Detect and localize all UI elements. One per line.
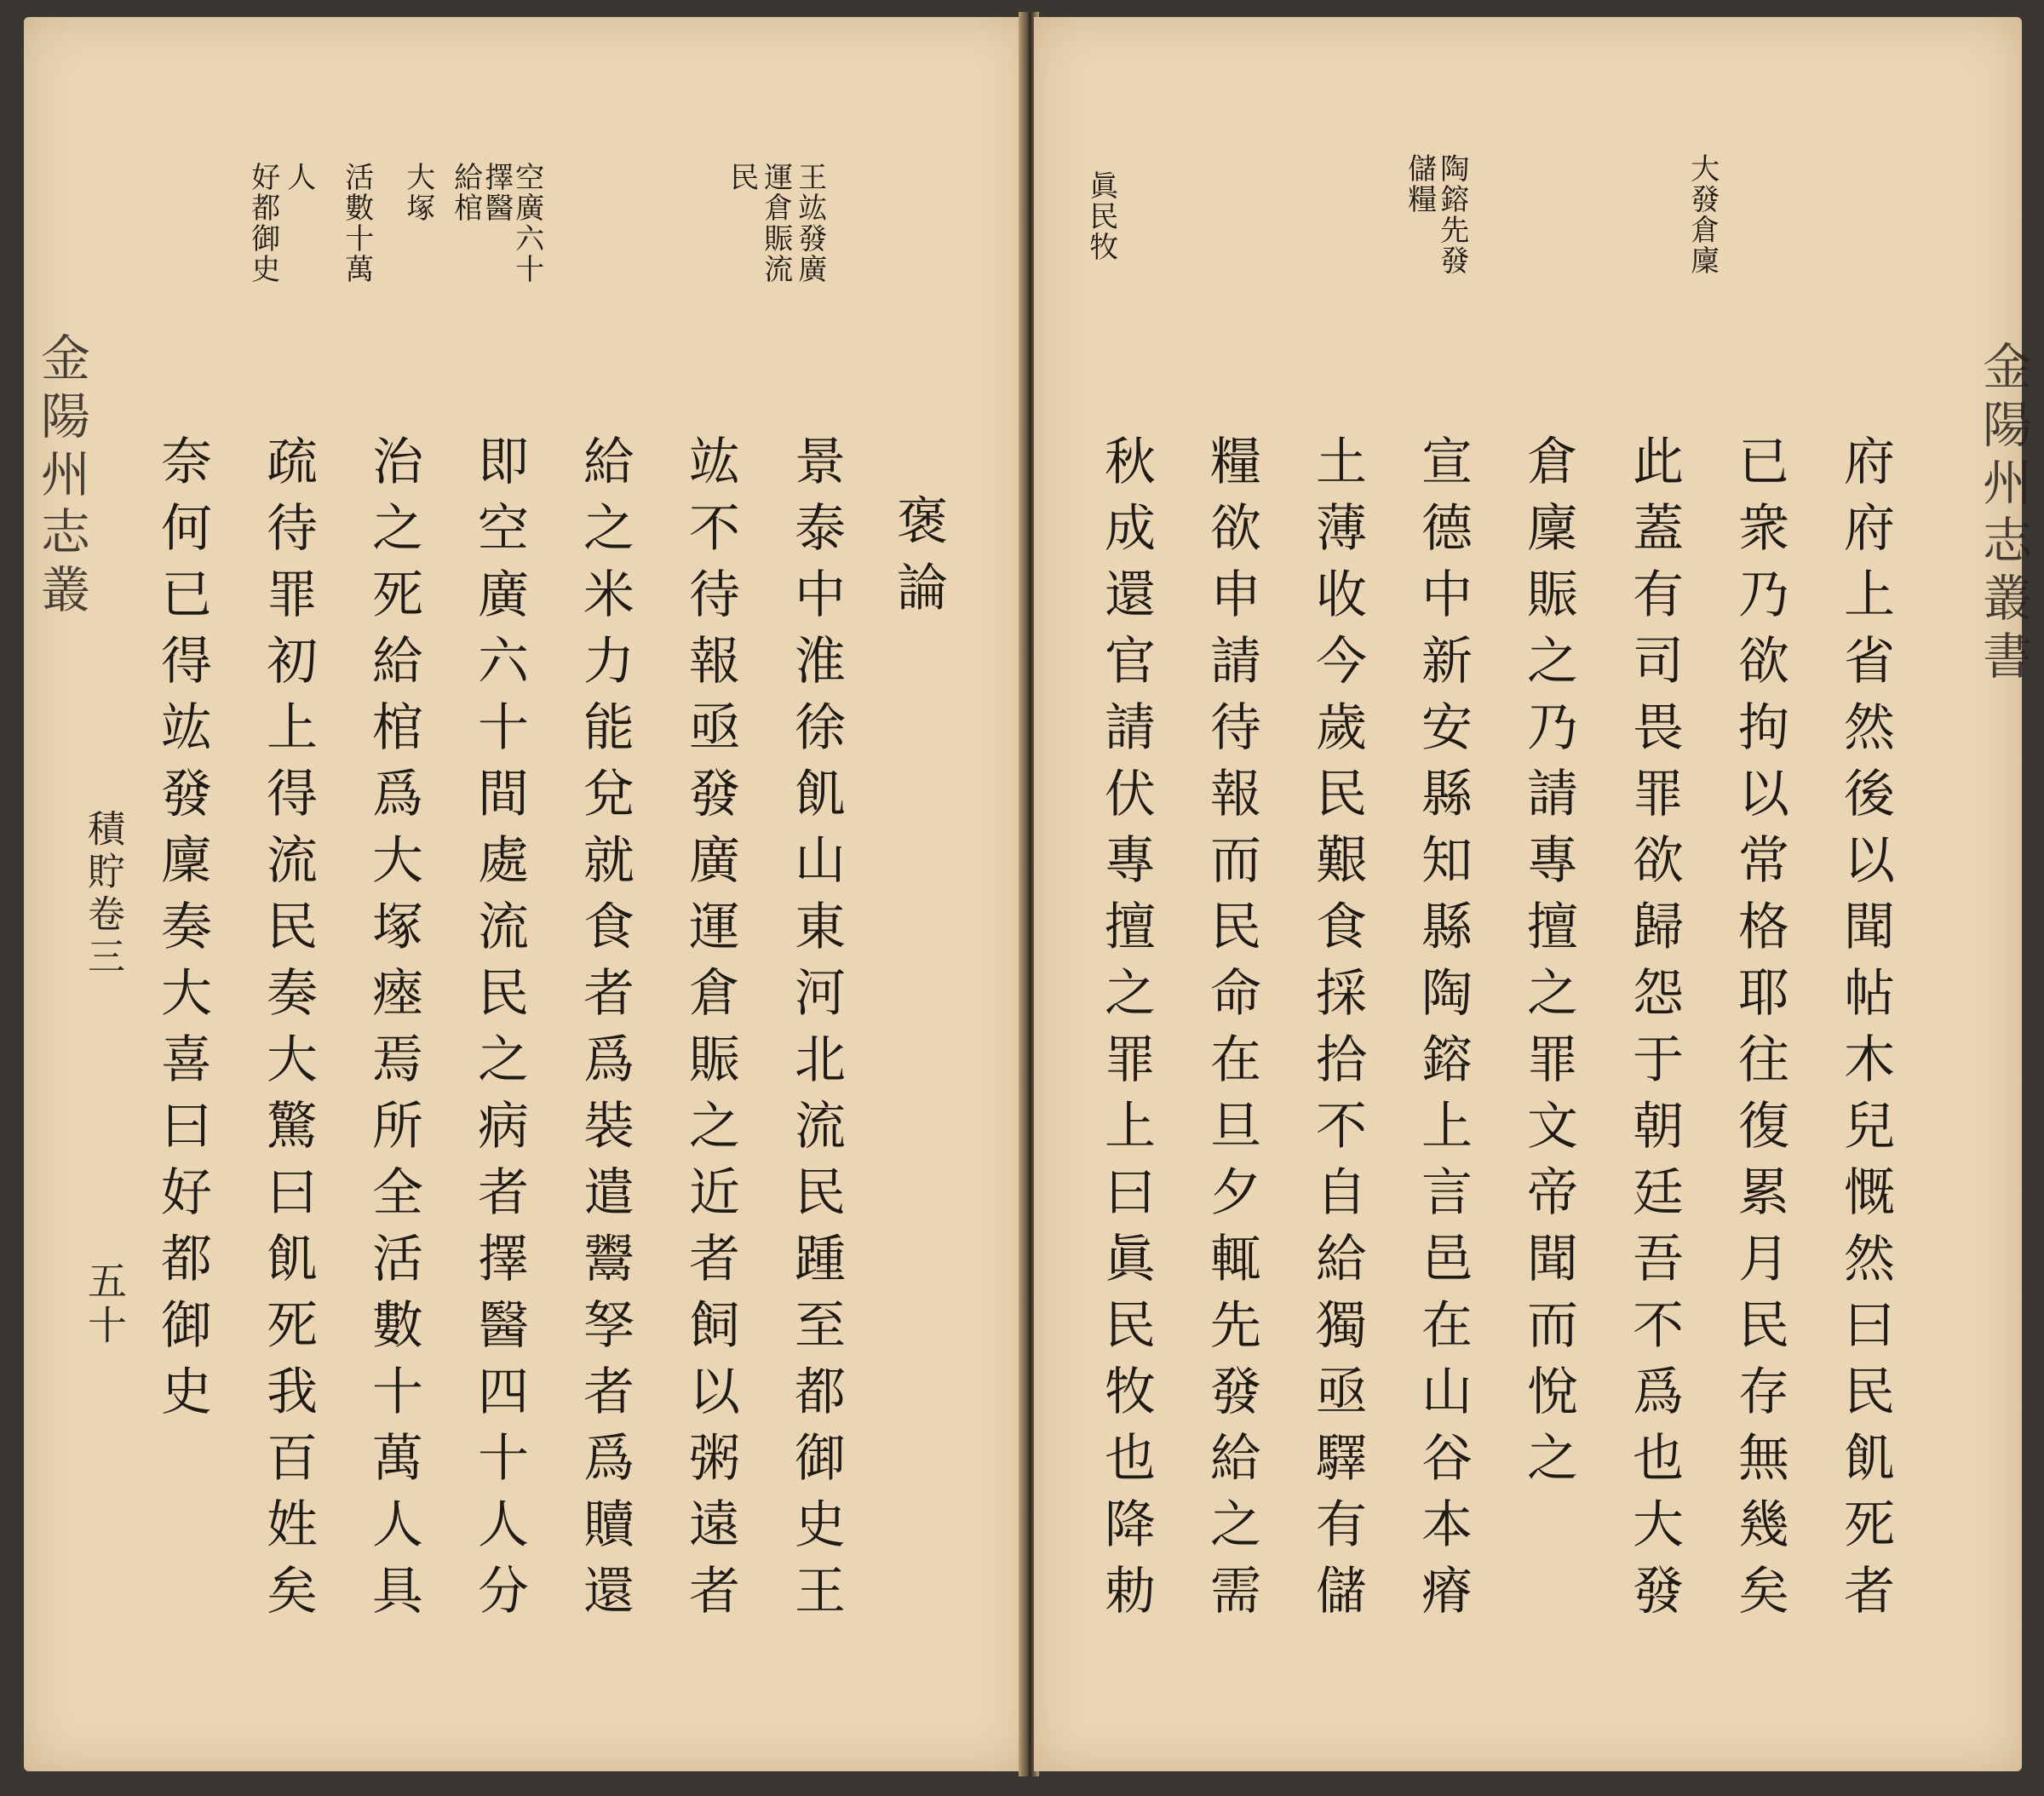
note-line: 活數十萬 [339,162,374,284]
note-line: 陶鎔先發 [1434,153,1469,276]
left-margin-title: 金陽州志叢 [32,332,90,622]
note-line: 好都御史 [245,162,280,284]
note-line: 擇醫 [479,162,514,223]
text-column: 竑不待報亟發廣運倉賑之近者飼以粥遠者 [680,434,740,1630]
text-column: 此蓋有司畏罪欲歸怨于朝廷吾不爲也大發 [1624,434,1684,1630]
note-line: 儲糧 [1402,153,1437,215]
text-column: 即空廣六十間處流民之病者擇醫四十人分 [469,434,529,1630]
note-line: 大塚 [400,162,435,223]
text-column: 奈何已得竑發廩奏大喜曰好都御史 [152,434,212,1431]
note-line: 人 [281,162,316,192]
note-line: 王竑發廣 [792,162,827,284]
text-column: 糧欲申請待報而民命在旦夕輒先發給之需 [1202,434,1261,1630]
note-line: 空廣六十 [509,162,544,284]
text-column: 疏待罪初上得流民奏大驚曰飢死我百姓矣 [258,434,318,1630]
text-column: 景泰中淮徐飢山東河北流民踵至都御史王 [786,434,846,1630]
left-page [24,17,1029,1771]
right-margin-title: 金陽州志叢書 [1974,341,2032,688]
text-column: 倉廩賑之乃請專擅之罪文帝聞而悅之 [1519,434,1578,1497]
note-line: 大發倉廩 [1685,153,1720,276]
text-column: 治之死給棺爲大塚瘞焉所全活數十萬人具 [364,434,423,1630]
left-page-number: 五十 [82,1260,128,1349]
text-column: 府府上省然後以聞帖木兒慨然曰民飢死者 [1835,434,1895,1630]
left-margin-section: 積貯卷三 [81,809,124,979]
text-column: 褒論 [888,494,948,627]
note-line: 眞民牧 [1083,170,1118,262]
text-column: 土薄收今歲民艱食採拾不自給獨亟驛有儲 [1307,434,1367,1630]
note-line: 給棺 [448,162,483,223]
note-line: 民 [724,162,759,192]
right-page [1034,17,2032,1771]
text-column: 秋成還官請伏專擅之罪上曰眞民牧也降勅 [1096,434,1156,1630]
text-column: 宣德中新安縣知縣陶鎔上言邑在山谷本瘠 [1413,434,1473,1630]
text-column: 已衆乃欲拘以常格耶往復累月民存無幾矣 [1730,434,1789,1630]
note-line: 運倉賑流 [758,162,793,284]
text-column: 給之米力能兌就食者爲裝遣鬻孥者爲贖還 [575,434,634,1630]
